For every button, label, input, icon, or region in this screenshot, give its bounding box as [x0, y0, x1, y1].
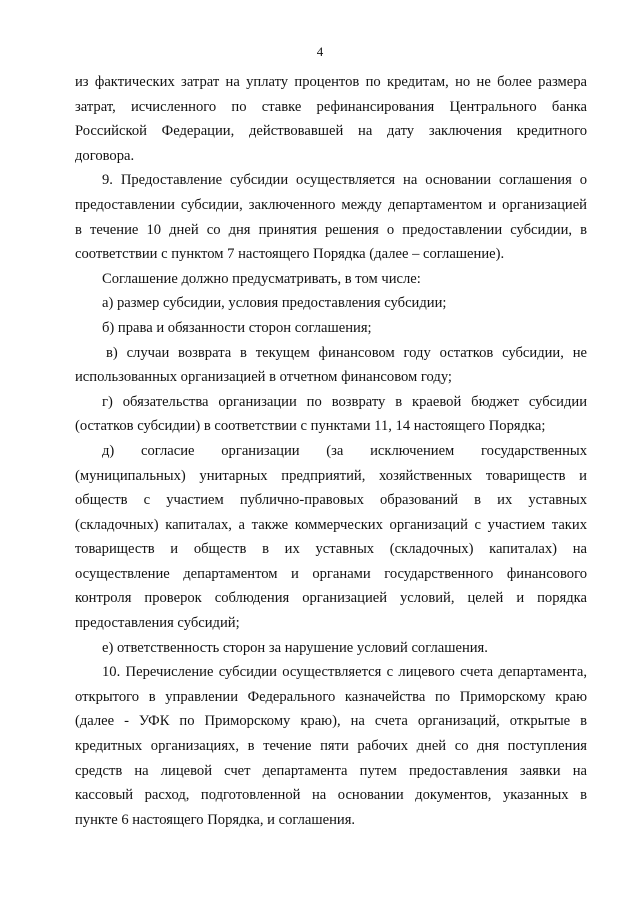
text-line: предоставления субсидий;	[75, 615, 240, 632]
text-line: осуществление департаментом и органами государственного финансового	[75, 565, 587, 582]
text-line: Российской Федерации, действовавшей на дату заключения кредитного	[75, 123, 587, 140]
text-line: контроля проверок соблюдения организацией условий, целей и порядка	[75, 590, 587, 607]
text-line: в) случаи возврата в текущем финансовом году остатков субсидии, не	[106, 344, 587, 361]
text-line: открытого в управлении Федерального казначейства по Приморскому краю	[75, 688, 587, 705]
text-line: д) согласие организации (за исключением государственных	[102, 442, 587, 459]
text-line: е) ответственность сторон за нарушение условий соглашения.	[102, 639, 488, 656]
text-line: пункте 6 настоящего Порядка, и соглашения.	[75, 811, 356, 828]
text-line: в течение 10 дней со дня принятия решения о предоставлении субсидии, в	[75, 221, 587, 238]
text-line: (далее - УФК по Приморскому краю), на счета организаций, открытые в	[75, 713, 587, 730]
text-line: 10. Перечисление субсидии осуществляется с лицевого счета департамента,	[102, 664, 587, 681]
text-line: (остатков субсидии) в соответствии с пунктами 11, 14 настоящего Порядка;	[75, 418, 546, 435]
text-line: (складочных) капиталах, а также коммерческих организаций с участием таких	[75, 516, 587, 533]
text-line: б) права и обязанности сторон соглашения;	[102, 319, 372, 336]
text-line: использованных организацией в отчетном финансовом году;	[75, 369, 452, 386]
text-line: Соглашение должно предусматривать, в том числе:	[102, 270, 421, 287]
text-line: кредитных организациях, в течение пяти рабочих дней со дня поступления	[75, 738, 587, 755]
text-line: г) обязательства организации по возврату в краевой бюджет субсидии	[102, 393, 587, 410]
text-line: затрат, исчисленного по ставке рефинансирования Центрального банка	[75, 98, 587, 115]
page-number: 4	[316, 44, 324, 59]
document-body	[75, 70, 587, 832]
text-line: предоставлении субсидии, заключенного между департаментом и организацией	[75, 196, 587, 213]
text-line: договора.	[75, 147, 135, 164]
text-line: кассовый расход, подготовленной на основании документов, указанных в	[75, 787, 587, 804]
text-line: товариществ и обществ в их уставных (складочных) капиталах) на	[75, 541, 587, 558]
text-line: (муниципальных) унитарных предприятий, хозяйственных товариществ и	[75, 467, 587, 484]
text-line: 9. Предоставление субсидии осуществляется на основании соглашения о	[102, 172, 587, 189]
text-line: обществ с участием публично-правовых образований в их уставных	[75, 492, 587, 509]
text-line: соответствии с пунктом 7 настоящего Порядка (далее – соглашение).	[75, 246, 505, 263]
text-line: средств на лицевой счет департамента путем предоставления заявки на	[75, 762, 587, 779]
text-line: из фактических затрат на уплату процентов по кредитам, но не более размера	[75, 74, 587, 90]
text-line: а) размер субсидии, условия предоставления субсидии;	[102, 295, 447, 312]
